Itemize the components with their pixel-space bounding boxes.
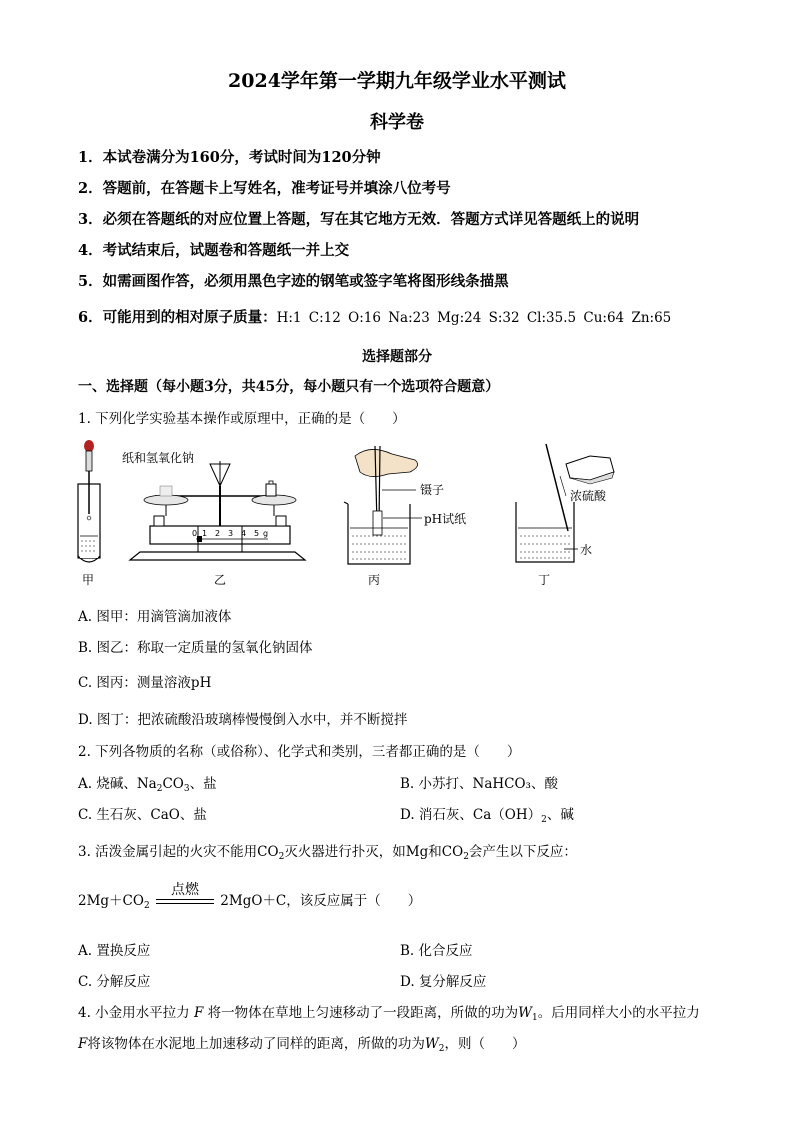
scale-tick-3: 3 [228, 529, 234, 538]
q4-line-2: F将该物体在水泥地上加速移动了同样的距离，所做的功为$W_2$，则（ ） [78, 1036, 526, 1054]
q3-equation: $2Mg+CO_2$ 点燃 2MgO＋C，该反应属于（ ） [78, 889, 421, 909]
figure-ding-dilution [516, 444, 614, 562]
page-title: 2024学年第一学期九年级学业水平测试 [228, 70, 566, 92]
note-5: 5．如需画图作答，必须用黑色字迹的钢笔或签字笔将图形线条描黑 [78, 273, 509, 290]
eq-right: 2MgO＋C [220, 893, 287, 909]
eq-left: 2Mg＋CO [78, 893, 144, 909]
q1-option-c: C. 图丙：测量溶液pH [78, 675, 212, 691]
eq-arrow [154, 881, 216, 909]
page-subtitle: 科学卷 [370, 112, 424, 133]
figure-jia-dropper [78, 440, 100, 562]
q1-figure [70, 436, 670, 596]
scale-tick-4: 4 [241, 529, 247, 538]
scale-tick-0: 0 [192, 529, 198, 538]
q2-option-a: A. 烧碱、$Na_2CO_3$、盐 [78, 776, 217, 794]
note-3: 3．必须在答题纸的对应位置上答题，写在其它地方无效．答题方式详见答题纸上的说明 [78, 211, 640, 228]
q2-stem: 2. 下列各物质的名称（或俗称）、化学式和类别，三者都正确的是（ ） [78, 744, 521, 760]
section-title: 选择题部分 [362, 349, 432, 365]
label-tweezers: 镊子 [420, 483, 445, 497]
q3-option-b: B. 化合反应 [400, 943, 473, 959]
label-ph-paper: pH试纸 [424, 512, 467, 526]
q3-option-d: D. 复分解反应 [400, 974, 487, 990]
q3-option-c: C. 分解反应 [78, 974, 151, 990]
q1-option-a: A. 图甲：用滴管滴加液体 [78, 609, 232, 625]
q1-option-d: D. 图丁：把浓硫酸沿玻璃棒慢慢倒入水中，并不断搅拌 [78, 712, 408, 728]
q3-option-a: A. 置换反应 [78, 943, 151, 959]
scale-tick-2: 2 [215, 529, 221, 538]
label-yi: 乙 [214, 573, 227, 587]
scale-tick-5: 5 [254, 529, 260, 538]
q4-line-1: 4. 小金用水平拉力 F 将一物体在草地上匀速移动了一段距离，所做的功为$W_1$。后用同样大小的水平拉力 [78, 1005, 700, 1023]
note-2: 2．答题前，在答题卡上写姓名，准考证号并填涂八位考号 [78, 180, 451, 197]
scale-tick-1: 1 [202, 529, 208, 538]
q1-stem: 1. 下列化学实验基本操作或原理中，正确的是（ ） [78, 411, 406, 427]
label-jia: 甲 [82, 573, 95, 587]
figure-yi-balance [130, 461, 305, 560]
q3-stem: 3. 活泼金属引起的火灾不能用$CO_2$灭火器进行扑灭，如Mg和$CO_2$会产生以下反应： [78, 844, 577, 862]
q1-option-b: B. 图乙：称取一定质量的氢氧化钠固体 [78, 640, 313, 656]
part-title: 一、选择题（每小题3分，共45分，每小题只有一个选项符合题意） [78, 379, 500, 395]
label-bing: 丙 [368, 573, 381, 587]
label-acid: 浓硫酸 [570, 489, 607, 503]
note-4: 4．考试结束后，试题卷和答题纸一并上交 [78, 242, 350, 259]
note-6: 6．可能用到的相对原子质量：H:1 C:12 O:16 Na:23 Mg:24 S:32 Cl:35.5 Cu:64 Zn:65 [78, 309, 672, 326]
atomic-masses: H:1 C:12 O:16 Na:23 Mg:24 S:32 Cl:35.5 Cu:64 Zn:65 [276, 310, 672, 326]
note-1: 1．本试卷满分为160分，考试时间为120分钟 [78, 149, 381, 166]
q2-option-d: D. 消石灰、$Ca(OH)_2$、碱 [400, 807, 574, 825]
eq-condition: 点燃 [170, 881, 199, 898]
figure-bing-ph-test [344, 446, 422, 564]
q2-option-b: B. 小苏打、NaHCO₃、酸 [400, 776, 558, 792]
label-water: 水 [580, 543, 593, 557]
label-paper-naoh: 纸和氢氧化钠 [122, 451, 195, 465]
scale-unit: g [263, 529, 269, 538]
label-ding: 丁 [538, 573, 551, 587]
q2-option-c: C. 生石灰、CaO、盐 [78, 807, 207, 823]
